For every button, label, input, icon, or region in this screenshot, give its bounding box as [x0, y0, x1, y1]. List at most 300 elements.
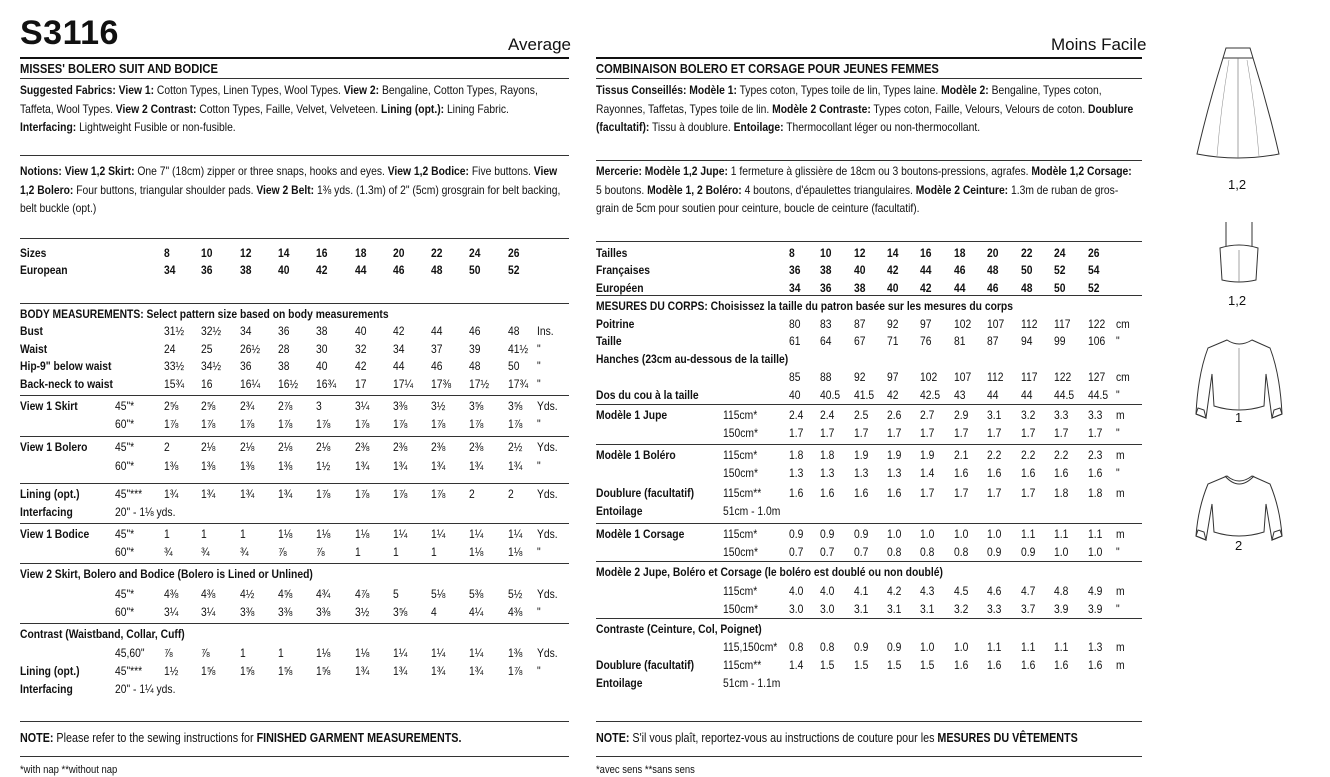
difficulty-fr: Moins Facile [1051, 35, 1147, 54]
unit-label: Ins. [537, 324, 554, 338]
table-cell: 4⅞ [355, 587, 370, 601]
table-cell: 46 [954, 263, 966, 277]
table-cell: 40 [887, 281, 899, 295]
table-cell: 2.9 [954, 408, 969, 422]
table-cell: 1.3 [820, 466, 835, 480]
row-label: Modèle 1 Boléro [596, 448, 676, 462]
table-cell: 40.5 [820, 388, 841, 402]
table-cell: 1.0 [887, 527, 902, 541]
table-cell: 34½ [201, 359, 222, 373]
bold-term: Notions: View 1,2 Skirt: [20, 164, 135, 178]
table-cell: 3.9 [1088, 602, 1103, 616]
title-fr: COMBINAISON BOLERO ET CORSAGE POUR JEUNES FEMMES [596, 61, 939, 76]
table-cell: 24 [469, 246, 481, 260]
table-cell: 102 [954, 317, 972, 331]
row-label: Sizes [20, 246, 47, 260]
table-cell: 5 [393, 587, 399, 601]
divider [20, 563, 569, 564]
table-cell: 1¾ [355, 664, 370, 678]
table-cell: 1½ [316, 459, 331, 473]
table-cell: 26 [1088, 246, 1100, 260]
bold-term: View 1,2 Bodice: [387, 164, 469, 178]
table-cell: ⅞ [201, 646, 210, 660]
table-cell: 1¼ [431, 527, 446, 541]
table-cell: 0.8 [789, 640, 804, 654]
fabric-width: 115,150cm* [723, 640, 778, 654]
table-cell: 2⅜ [469, 440, 484, 454]
row-label: Waist [20, 342, 48, 356]
table-cell: 1¼ [393, 646, 408, 660]
table-cell: 8 [164, 246, 170, 260]
fabric-width: 115cm** [723, 658, 762, 672]
table-cell: 1.6 [887, 486, 902, 500]
table-cell: 1⅛ [469, 545, 484, 559]
table-cell: 2⅛ [240, 440, 255, 454]
table-cell: 1.0 [1054, 545, 1069, 559]
unit-label: Yds. [537, 487, 558, 501]
table-cell: 46 [431, 359, 443, 373]
table-cell: 2⅛ [278, 440, 293, 454]
table-cell: 44 [393, 359, 405, 373]
fabric-width: 150cm* [723, 545, 758, 559]
table-cell: 1.6 [1021, 466, 1036, 480]
table-cell: 1.6 [954, 466, 969, 480]
section-header: MESURES DU CORPS: Choisissez la taille du patron basée sur les mesures du corps [596, 299, 1013, 313]
table-cell: 1.6 [1054, 466, 1069, 480]
table-cell: 46 [987, 281, 999, 295]
table-cell: 2 [508, 487, 514, 501]
table-cell: 40 [854, 263, 866, 277]
table-cell: 16 [920, 246, 932, 260]
unit-label: " [1116, 426, 1120, 440]
table-cell: 1⅝ [316, 664, 331, 678]
row-label: European [20, 263, 68, 277]
table-cell: ¾ [201, 545, 210, 559]
bold-term: View 2 Belt: [256, 182, 315, 197]
table-cell: 2.1 [954, 448, 969, 462]
table-cell: 1.3 [854, 466, 869, 480]
note-label: NOTE: [596, 731, 630, 745]
table-cell: 2 [164, 440, 170, 454]
table-cell: 4 [431, 605, 437, 619]
table-cell: 1.0 [987, 527, 1002, 541]
table-cell: 1.3 [1088, 640, 1103, 654]
table-cell: 1¾ [469, 459, 484, 473]
table-cell: 4⅜ [201, 587, 216, 601]
table-cell: 0.7 [789, 545, 804, 559]
table-cell: 1¾ [431, 459, 446, 473]
table-cell: 1¾ [393, 664, 408, 678]
table-cell: 1⅞ [201, 417, 216, 431]
table-cell: 0.8 [954, 545, 969, 559]
table-cell: 37 [431, 342, 443, 356]
divider [20, 756, 569, 757]
divider [596, 160, 1142, 161]
table-cell: 99 [1054, 334, 1066, 348]
table-cell: 46 [393, 263, 405, 277]
term-text: Types coton, Types toile de lin, Types laine. [736, 83, 942, 97]
table-cell: 80 [789, 317, 801, 331]
row-label: Taille [596, 334, 622, 348]
divider [596, 756, 1142, 757]
row-label: View 1 Skirt [20, 399, 78, 413]
table-cell: 1.5 [887, 658, 902, 672]
term-text: 5 boutons. [596, 182, 648, 197]
table-cell: 0.9 [820, 527, 835, 541]
table-cell: 1.9 [854, 448, 869, 462]
table-cell: 2.4 [820, 408, 835, 422]
table-cell: 3.3 [1088, 408, 1103, 422]
table-cell: 52 [508, 263, 520, 277]
unit-label: m [1116, 658, 1125, 672]
table-cell: 1.7 [1021, 426, 1036, 440]
table-cell: 1.7 [1088, 426, 1103, 440]
table-cell: 44 [355, 263, 367, 277]
table-cell: 3.3 [1054, 408, 1069, 422]
table-cell: 24 [164, 342, 176, 356]
table-cell: 1¾ [278, 487, 293, 501]
table-cell: 2.6 [887, 408, 902, 422]
table-cell: 2⅛ [201, 440, 216, 454]
row-label: Modèle 1 Jupe [596, 408, 668, 422]
table-cell: 17¾ [508, 377, 529, 391]
table-cell: 20 [393, 246, 405, 260]
fabric-width: 45"* [115, 399, 135, 413]
table-cell: 1.0 [954, 640, 969, 654]
table-cell: 1⅞ [431, 487, 446, 501]
table-cell: 1⅞ [508, 664, 523, 678]
table-cell: 1⅞ [240, 417, 255, 431]
row-label: Poitrine [596, 317, 635, 331]
table-cell: 4.8 [1054, 584, 1069, 598]
table-cell: 1.6 [954, 658, 969, 672]
table-cell: 25 [201, 342, 213, 356]
divider [20, 483, 569, 484]
table-cell: 36 [240, 359, 252, 373]
table-cell: 17½ [469, 377, 490, 391]
table-cell: 16 [316, 246, 328, 260]
table-cell: 18 [355, 246, 367, 260]
divider [20, 623, 569, 624]
table-cell: 97 [887, 370, 899, 384]
fabric-width: 150cm* [723, 602, 758, 616]
unit-label: " [1116, 602, 1120, 616]
unit-label: " [537, 359, 541, 373]
table-cell: 8 [789, 246, 795, 260]
table-cell: 32½ [201, 324, 222, 338]
table-cell: 0.9 [987, 545, 1002, 559]
table-cell: 1¾ [164, 487, 179, 501]
table-cell: 38 [854, 281, 866, 295]
divider [20, 303, 569, 304]
table-cell: 4⅜ [164, 587, 179, 601]
table-cell: 1.8 [1088, 486, 1103, 500]
notions-en [20, 162, 562, 218]
table-cell: 4.6 [987, 584, 1002, 598]
table-cell: 43 [954, 388, 966, 402]
unit-label: " [537, 377, 541, 391]
unit-label: m [1116, 584, 1125, 598]
row-label: Modèle 1 Corsage [596, 527, 685, 541]
row-label: Interfacing [20, 505, 73, 519]
table-cell: 1¼ [431, 646, 446, 660]
row-label: Doublure (facultatif) [596, 486, 695, 500]
table-cell: 1.6 [1054, 658, 1069, 672]
table-cell: ⅞ [316, 545, 325, 559]
table-cell: 36 [820, 281, 832, 295]
pattern-number: S3116 [20, 14, 119, 52]
unit-label: " [1116, 545, 1120, 559]
table-cell: 1.7 [987, 426, 1002, 440]
table-cell: 3⅜ [240, 605, 255, 619]
divider [596, 78, 1142, 79]
row-label: Entoilage [596, 676, 643, 690]
unit-label: " [1116, 334, 1120, 348]
bold-term: Interfacing: [20, 120, 77, 134]
table-cell: 2.5 [854, 408, 869, 422]
divider [596, 295, 1142, 296]
table-cell: 2⅞ [278, 399, 293, 413]
table-cell: 1⅞ [316, 487, 331, 501]
table-cell: 48 [1021, 281, 1033, 295]
table-cell: 41.5 [854, 388, 875, 402]
table-cell: 1.9 [920, 448, 935, 462]
unit-label: Yds. [537, 646, 558, 660]
table-cell: 1.9 [887, 448, 902, 462]
table-cell: 48 [431, 263, 443, 277]
table-cell: 34 [393, 342, 405, 356]
table-cell: 2.7 [920, 408, 935, 422]
table-cell: 1⅛ [355, 646, 370, 660]
table-cell: 4.9 [1088, 584, 1103, 598]
table-cell: 1⅛ [355, 527, 370, 541]
row-label: Lining (opt.) [20, 487, 80, 501]
unit-label: m [1116, 640, 1125, 654]
fabric-width: 115cm* [723, 584, 758, 598]
table-cell: 52 [1054, 263, 1066, 277]
unit-label: cm [1116, 317, 1130, 331]
unit-label: " [537, 459, 541, 473]
table-cell: 12 [240, 246, 252, 260]
table-cell: 12 [854, 246, 866, 260]
table-cell: ¾ [240, 545, 249, 559]
unit-label: " [537, 417, 541, 431]
bold-term: Doublure (facultatif): [596, 101, 1134, 134]
table-cell: 4½ [240, 587, 255, 601]
table-cell: 28 [278, 342, 290, 356]
bold-term: Mercerie: Modèle 1,2 Jupe: [596, 164, 728, 178]
note-emphasis: FINISHED GARMENT MEASUREMENTS. [256, 731, 462, 745]
table-cell: 17¼ [393, 377, 414, 391]
table-cell: ⅞ [278, 545, 287, 559]
table-cell: 3.7 [1021, 602, 1036, 616]
table-cell: 40 [278, 263, 290, 277]
table-cell: 1.8 [820, 448, 835, 462]
table-cell: 44 [920, 263, 932, 277]
fabric-width: 20" - 1¼ yds. [115, 682, 176, 696]
table-cell: 1.6 [987, 466, 1002, 480]
table-cell: 1¾ [393, 459, 408, 473]
table-cell: 10 [820, 246, 832, 260]
table-cell: 48 [508, 324, 520, 338]
bodice-sketch [1214, 220, 1264, 290]
table-cell: 1⅝ [278, 664, 293, 678]
table-cell: 1¾ [240, 487, 255, 501]
table-cell: 3.9 [1054, 602, 1069, 616]
bold-term: Lining (opt.): [381, 101, 445, 116]
table-cell: 2.3 [1088, 448, 1103, 462]
table-cell: 4.2 [887, 584, 902, 598]
table-cell: 97 [920, 317, 932, 331]
table-cell: 38 [278, 359, 290, 373]
row-label: Entoilage [596, 504, 643, 518]
table-cell: 1 [278, 646, 284, 660]
title-en: MISSES' BOLERO SUIT AND BODICE [20, 61, 218, 76]
fabric-width: 115cm* [723, 408, 758, 422]
term-text: 4 boutons, d'épaulettes triangulaires. [741, 182, 916, 197]
table-cell: 4.7 [1021, 584, 1036, 598]
table-cell: 2⅜ [355, 440, 370, 454]
row-label: Doublure (facultatif) [596, 658, 695, 672]
table-cell: 1¾ [431, 664, 446, 678]
table-cell: 3.1 [854, 602, 869, 616]
table-cell: 16 [201, 377, 213, 391]
term-text: Cotton Types, Faille, Velvet, Velveteen. [196, 101, 382, 116]
table-cell: 34 [164, 263, 176, 277]
table-cell: 3¼ [164, 605, 179, 619]
table-cell: 1⅜ [201, 459, 216, 473]
table-cell: 34 [789, 281, 801, 295]
table-cell: 1⅞ [278, 417, 293, 431]
bold-term: Entoilage: [733, 120, 784, 134]
table-cell: 0.7 [854, 545, 869, 559]
term-text: One 7" (18cm) zipper or three snaps, hooks and eyes. [134, 164, 388, 178]
fabric-width: 115cm* [723, 448, 758, 462]
table-cell: 1⅝ [240, 664, 255, 678]
unit-label: cm [1116, 370, 1130, 384]
table-cell: 1.1 [1054, 640, 1069, 654]
table-cell: 1.7 [820, 426, 835, 440]
table-cell: 1¼ [393, 527, 408, 541]
table-cell: 17 [355, 377, 367, 391]
fabrics-en [20, 81, 562, 137]
unit-label: Yds. [537, 399, 558, 413]
table-cell: 87 [987, 334, 999, 348]
bolero2-view-label: 2 [1235, 538, 1243, 553]
table-cell: 3¼ [201, 605, 216, 619]
table-cell: 17⅜ [431, 377, 452, 391]
table-cell: 3.1 [887, 602, 902, 616]
table-cell: 32 [355, 342, 367, 356]
table-cell: 1.4 [789, 658, 804, 672]
table-cell: 1.1 [987, 640, 1002, 654]
fabric-width: 45"* [115, 527, 135, 541]
table-cell: 1⅛ [316, 646, 331, 660]
table-cell: 1⅞ [355, 487, 370, 501]
table-cell: 81 [954, 334, 966, 348]
table-cell: 3⅝ [469, 399, 484, 413]
table-cell: 3⅜ [316, 605, 331, 619]
table-cell: 44 [987, 388, 999, 402]
footnote-fr: *avec sens **sans sens [596, 764, 695, 776]
table-cell: 2⅜ [431, 440, 446, 454]
term-text: Lining Fabric. [444, 101, 509, 116]
table-cell: 40 [789, 388, 801, 402]
table-cell: 64 [820, 334, 832, 348]
skirt-sketch [1193, 46, 1283, 166]
divider [596, 57, 1142, 59]
table-cell: 4⅝ [278, 587, 293, 601]
table-cell: 38 [316, 324, 328, 338]
table-cell: 117 [1054, 317, 1071, 331]
table-cell: 1⅞ [393, 417, 408, 431]
table-cell: 1⅜ [240, 459, 255, 473]
bold-term: View 2 Contrast: [115, 101, 197, 116]
table-cell: 1 [201, 527, 207, 541]
table-cell: 1.7 [854, 426, 869, 440]
table-cell: 22 [1021, 246, 1033, 260]
divider [20, 57, 569, 59]
table-cell: 1⅞ [316, 417, 331, 431]
section-header: Modèle 2 Jupe, Boléro et Corsage (le boléro est doublé ou non doublé) [596, 565, 943, 579]
term-text: Bengaline, Cotton Types, Rayons, Taffeta, Wool Types. [20, 83, 538, 116]
table-cell: 0.9 [854, 640, 869, 654]
table-cell: 112 [1021, 317, 1038, 331]
term-text: Types coton, Faille, Velours, Velours de coton. [870, 101, 1088, 116]
table-cell: 44 [1021, 388, 1033, 402]
skirt-view-label: 1,2 [1228, 177, 1247, 192]
fabric-width: 60"* [115, 545, 135, 559]
table-cell: 50 [469, 263, 481, 277]
term-text: Bengaline, Types coton, Rayonnes, Taffetas, Types toile de lin. [596, 83, 1102, 116]
table-cell: 1.7 [789, 426, 804, 440]
divider [20, 155, 569, 156]
fabric-width: 60"* [115, 605, 135, 619]
table-cell: 1⅞ [164, 417, 179, 431]
table-cell: 1⅛ [316, 527, 331, 541]
table-cell: 76 [920, 334, 932, 348]
table-cell: 2.4 [789, 408, 804, 422]
table-cell: 1 [240, 646, 246, 660]
note-emphasis: MESURES DU VÊTEMENTS [937, 731, 1078, 745]
table-cell: 42 [920, 281, 932, 295]
table-cell: 1.0 [920, 527, 935, 541]
table-cell: 3.0 [820, 602, 835, 616]
divider [20, 395, 569, 396]
table-cell: 42 [887, 388, 899, 402]
fabric-width: 150cm* [723, 466, 758, 480]
row-label: View 1 Bodice [20, 527, 90, 541]
table-cell: 42 [316, 263, 328, 277]
table-cell: 16¼ [240, 377, 261, 391]
table-cell: 1⅛ [278, 527, 293, 541]
divider [596, 404, 1142, 405]
table-cell: 4.0 [820, 584, 835, 598]
unit-label: " [537, 664, 541, 678]
table-cell: ¾ [164, 545, 173, 559]
fabric-width: 60"* [115, 459, 135, 473]
fabric-width: 150cm* [723, 426, 758, 440]
table-cell: 30 [316, 342, 328, 356]
table-cell: 1.6 [854, 486, 869, 500]
table-cell: 40 [316, 359, 328, 373]
table-cell: 36 [278, 324, 290, 338]
table-cell: 4¼ [469, 605, 484, 619]
divider [596, 721, 1142, 722]
row-label: Lining (opt.) [20, 664, 80, 678]
table-cell: 0.8 [887, 545, 902, 559]
table-cell: 36 [789, 263, 801, 277]
